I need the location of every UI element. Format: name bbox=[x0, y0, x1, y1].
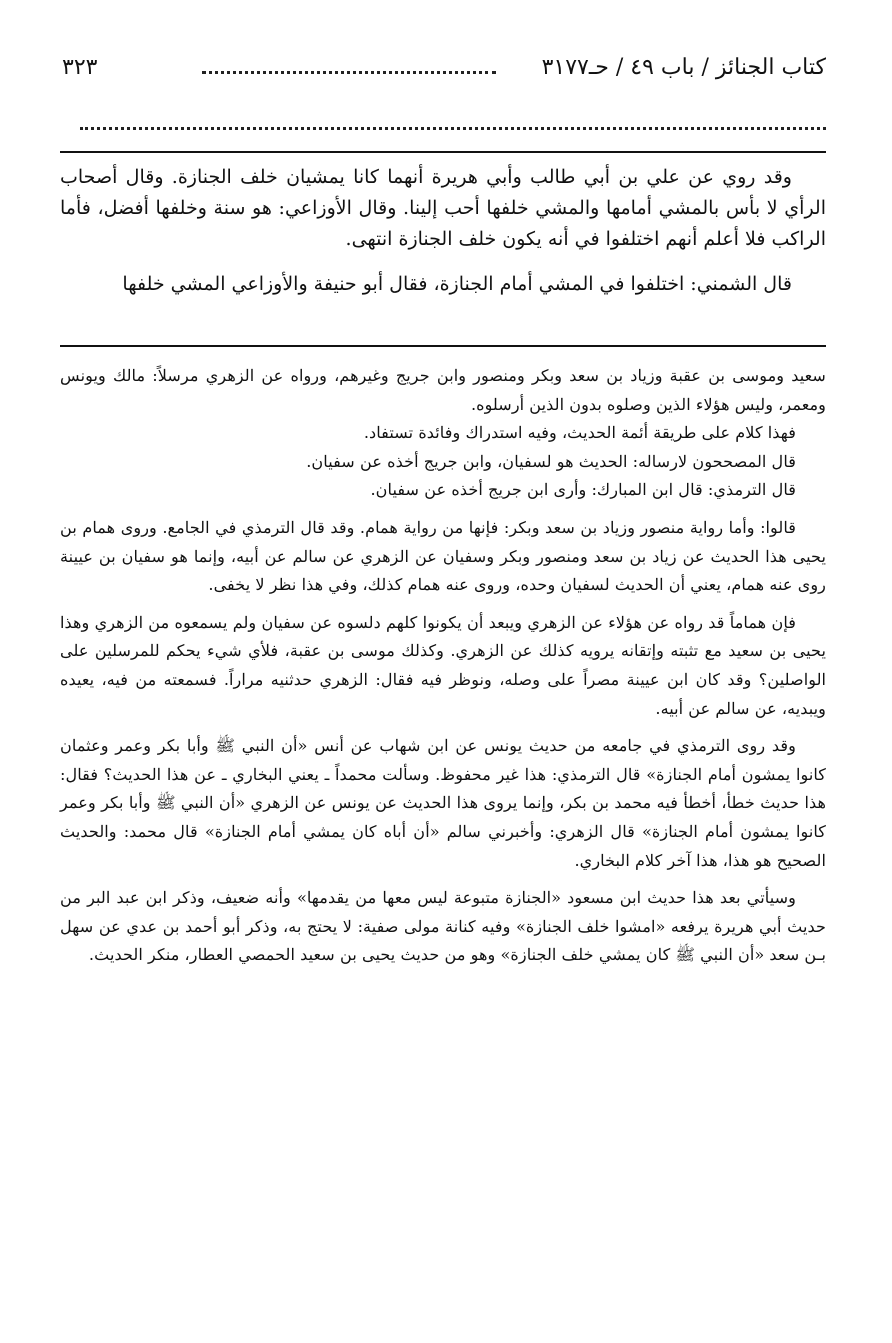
page-number: ٣٢٣ bbox=[62, 55, 98, 80]
main-paragraph: قال الشمني: اختلفوا في المشي أمام الجنازة، فقال أبو حنيفة والأوزاعي المشي خلفها bbox=[122, 273, 792, 295]
commentary-paragraph: سعيد وموسى بن عقبة وزياد بن سعد وبكر ومنصور وابن جريج وغيرهم، ورواه عن الزهري مرسلاً: مالك ويونس ومعمر، وليس هؤلاء الذين وصلوه بدون الذين أرسلوه. bbox=[60, 366, 826, 414]
footnote-rule bbox=[60, 345, 826, 347]
main-text bbox=[60, 162, 826, 300]
dotted-separator bbox=[80, 127, 826, 130]
running-header bbox=[62, 55, 826, 91]
main-paragraph: وقد روي عن علي بن أبي طالب وأبي هريرة أنهما كانا يمشيان خلف الجنازة. وقال أصحاب الرأي لا بأس بالمشي أمامها والمشي خلفها أحب إلينا. وقال الأوزاعي: هو سنة وخلفها أفضل، فأما الراكب فلا أعلم أنهم اختلفوا في أنه يكون خلف الجنازة انتهى. bbox=[60, 166, 826, 250]
commentary-paragraph: وقد روى الترمذي في جامعه من حديث يونس عن ابن شهاب عن أنس «أن النبي ﷺ وأبا بكر وعمر وعثمان كانوا يمشون أمام الجنازة» قال الترمذي: هذا غير محفوظ. وسألت محمداً ـ يعني البخاري ـ عن هذا الحديث؟ فقال: هذا حديث خطأ، أخطأ فيه محمد بن بكر، وإنما يروى هذا الحديث عن يونس عن الزهري «أن النبي ﷺ وأبا بكر وعمر كانوا يمشون أمام الجنازة» قال الزهري: وأخبرني سالم «أن أباه كان يمشي أمام الجنازة» قال محمد: والحديث الصحيح هو هذا، هذا آخر كلام البخاري. bbox=[60, 736, 826, 870]
commentary-paragraph: فهذا كلام على طريقة أئمة الحديث، وفيه استدراك وفائدة تستفاد. bbox=[363, 423, 796, 443]
commentary-paragraph: قال المصححون لارساله: الحديث هو لسفيان، وابن جريج أخذه عن سفيان. bbox=[306, 451, 796, 471]
commentary-text bbox=[60, 362, 826, 970]
top-rule bbox=[60, 151, 826, 153]
header-dot-leader bbox=[202, 71, 496, 74]
commentary-paragraph: فإن هماماً قد رواه عن هؤلاء عن الزهري ويبعد أن يكونوا كلهم دلسوه عن سفيان ولم يسمعوه من الزهري وهذا يحيى بن سعيد مع تثبته وإتقانه يرويه كذلك عن الزهري. وكذلك موسى بن عقبة، فلأي شيء يحكم للمرسلين على الواصلين؟ وقد كان ابن عيينة مصراً على وصله، ونوظر فيه فقال: الزهري حدثنيه مراراً. فسمعته من فيه، يعيده ويبديه، عن سالم عن أبيه. bbox=[60, 612, 826, 718]
header-title: كتاب الجنائز / باب ٤٩ / حـ٣١٧٧ bbox=[541, 55, 826, 80]
commentary-paragraph: قالوا: وأما رواية منصور وزياد بن سعد وبكر: فإنها من رواية همام. وقد قال الترمذي في الجامع. وروى همام بن يحيى هذا الحديث عن زياد بن سعد ومنصور وبكر وسفيان عن الزهري عن سالم عن أبيه، وإنما هو سفيان بن عيينة روى عنه همام، يعني أن الحديث لسفيان وحده، وروى عنه همام كذلك، وفي هذا نظر لا يخفى. bbox=[60, 517, 826, 595]
commentary-paragraph: وسيأتي بعد هذا حديث ابن مسعود «الجنازة متبوعة ليس معها من يقدمها» وأنه ضعيف، وذكر ابن عبد البر من حديث أبي هريرة يرفعه «امشوا خلف الجنازة» وفيه كنانة مولى صفية: لا يحتج به، وذكر أبو أحمد بن عدي عن سهل بـن سعد «أن النبي ﷺ كان يمشي خلف الجنازة» وهو من حديث يحيى بن سعيد الحمصي العطار، منكر الحديث. bbox=[60, 888, 826, 965]
commentary-paragraph: قال الترمذي: قال ابن المبارك: وأرى ابن جريج أخذه عن سفيان. bbox=[370, 480, 796, 500]
